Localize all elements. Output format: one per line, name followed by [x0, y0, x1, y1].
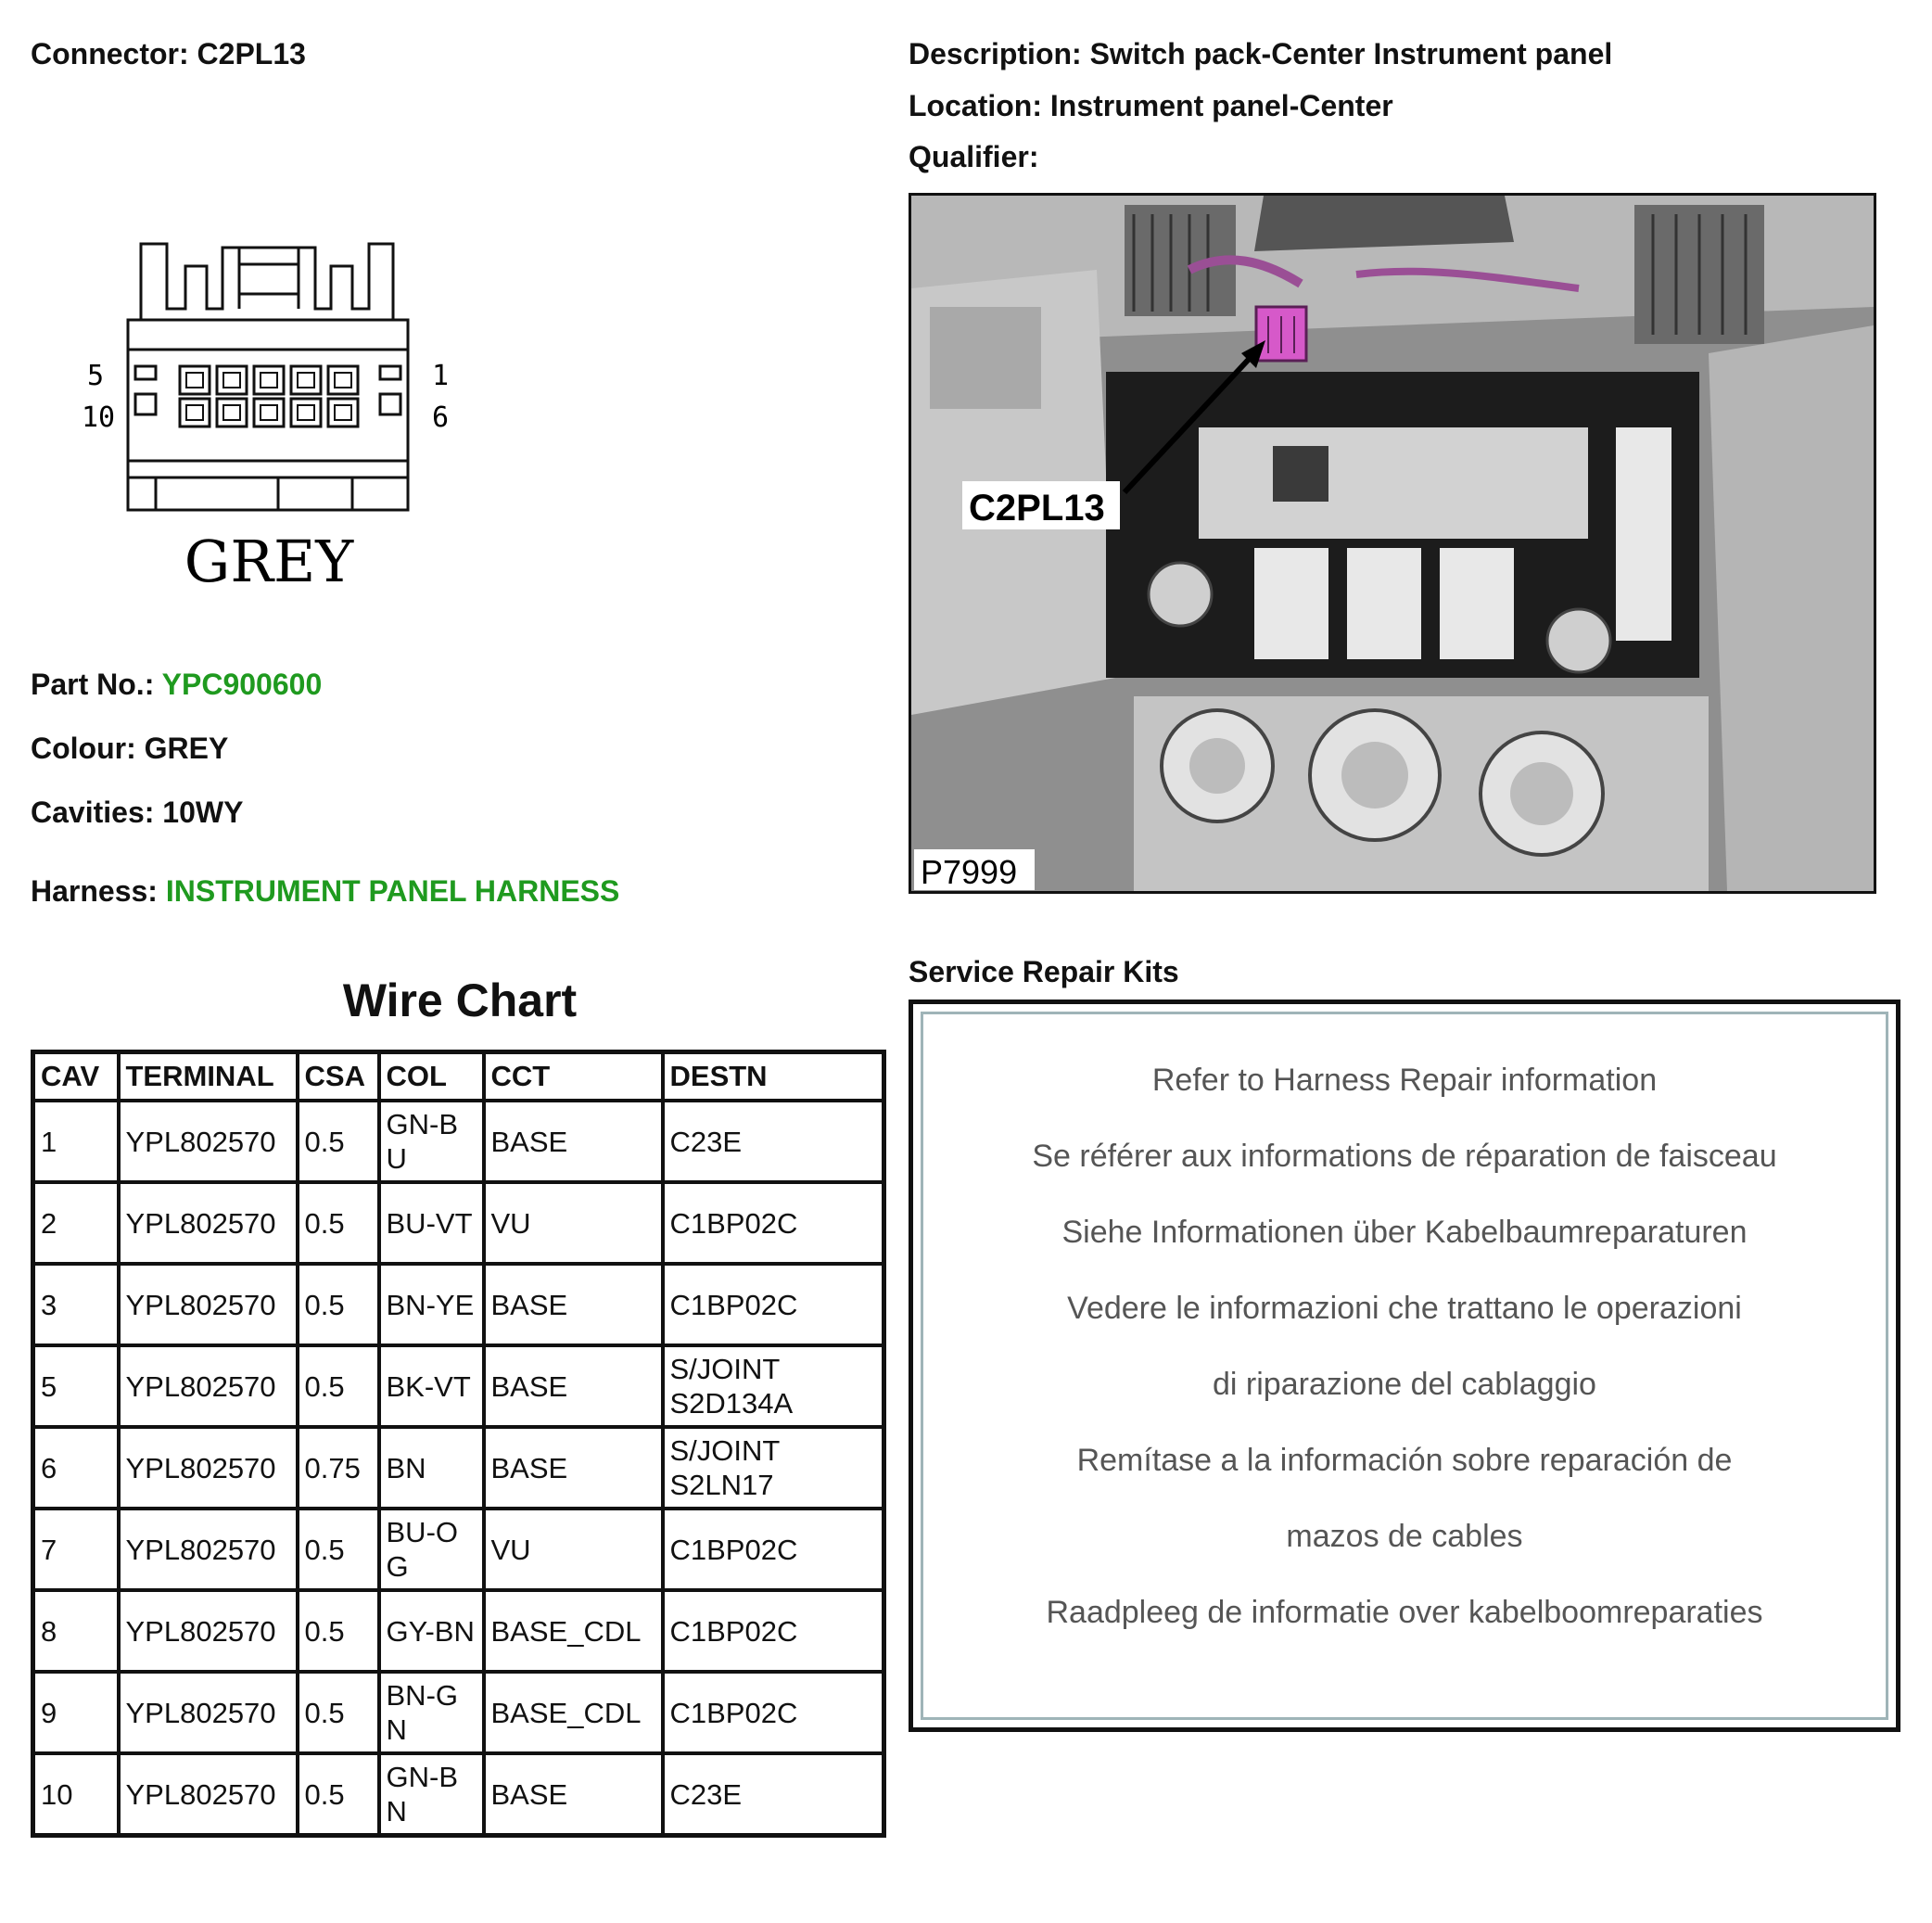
- cell-terminal: YPL802570: [119, 1182, 298, 1264]
- header-cav: CAV: [33, 1052, 119, 1102]
- cell-col: BN: [379, 1427, 484, 1509]
- cell-csa: 0.5: [298, 1182, 379, 1264]
- repair-kit-line-2: Se référer aux informations de réparation de faisceau: [1032, 1139, 1777, 1174]
- colour-line: [31, 732, 228, 766]
- cell-csa: 0.5: [298, 1345, 379, 1427]
- repair-kit-line-4: Vedere le informazioni che trattano le operazioni: [1067, 1291, 1742, 1326]
- table-row: [33, 1672, 884, 1753]
- location-value: Instrument panel-Center: [1049, 89, 1393, 122]
- cell-terminal: YPL802570: [119, 1101, 298, 1182]
- harness-line: [31, 874, 619, 909]
- table-row: [33, 1345, 884, 1427]
- part-number-link[interactable]: YPC900600: [161, 668, 323, 701]
- cavity-terminal: [335, 373, 351, 388]
- dashboard-illustration: [911, 196, 1874, 891]
- table-row: [33, 1182, 884, 1264]
- cavities-label: Cavities:: [31, 796, 155, 829]
- cell-cav: 8: [33, 1590, 119, 1672]
- table-row: [33, 1264, 884, 1345]
- cavity-terminal: [223, 405, 240, 420]
- pin-label-10: 10: [82, 401, 116, 434]
- repair-kit-line-7: mazos de cables: [1286, 1519, 1523, 1554]
- cavity: [291, 399, 321, 427]
- header-cct: CCT: [484, 1052, 663, 1102]
- cell-col: GY-BN: [379, 1590, 484, 1672]
- cavity-terminal: [261, 405, 277, 420]
- connector-cavities: [180, 366, 358, 427]
- cell-cct: BASE: [484, 1345, 663, 1427]
- cell-destn: C23E: [663, 1753, 884, 1836]
- cell-csa: 0.5: [298, 1101, 379, 1182]
- cell-cav: 9: [33, 1672, 119, 1753]
- cavity-terminal: [298, 373, 314, 388]
- cell-col: BU-OG: [379, 1509, 484, 1590]
- qualifier-label: Qualifier:: [909, 140, 1039, 173]
- wire-chart-table: [31, 1050, 886, 1838]
- cell-cav: 3: [33, 1264, 119, 1345]
- cell-destn: C1BP02C: [663, 1590, 884, 1672]
- cavity-terminal: [186, 373, 203, 388]
- harness-label: Harness:: [31, 874, 158, 908]
- cavity: [180, 366, 210, 394]
- connector-value: C2PL13: [197, 37, 306, 70]
- cell-cav: 10: [33, 1753, 119, 1836]
- cell-cct: BASE: [484, 1427, 663, 1509]
- cell-terminal: YPL802570: [119, 1753, 298, 1836]
- cavity: [254, 399, 284, 427]
- pin-label-6: 6: [432, 401, 450, 434]
- repair-kit-line-5: di riparazione del cablaggio: [1213, 1367, 1596, 1402]
- cavity-terminal: [186, 405, 203, 420]
- cell-cct: BASE: [484, 1264, 663, 1345]
- cavity: [291, 366, 321, 394]
- table-row: [33, 1427, 884, 1509]
- cell-csa: 0.75: [298, 1427, 379, 1509]
- harness-link[interactable]: INSTRUMENT PANEL HARNESS: [165, 874, 620, 908]
- cavity: [328, 399, 358, 427]
- pin-label-5: 5: [87, 360, 105, 392]
- connector-label: Connector:: [31, 37, 189, 70]
- cell-csa: 0.5: [298, 1590, 379, 1672]
- repair-kits-heading: Service Repair Kits: [909, 955, 1179, 988]
- connector-colour-caption: GREY: [184, 528, 354, 595]
- wire-chart-title: Wire Chart: [342, 974, 578, 1026]
- cell-csa: 0.5: [298, 1753, 379, 1836]
- cell-destn: C1BP02C: [663, 1264, 884, 1345]
- cell-destn: S/JOINT S2D134A: [663, 1345, 884, 1427]
- cell-cav: 5: [33, 1345, 119, 1427]
- cell-terminal: YPL802570: [119, 1590, 298, 1672]
- cell-terminal: YPL802570: [119, 1672, 298, 1753]
- colour-value: GREY: [144, 732, 229, 765]
- cell-col: BN-GN: [379, 1672, 484, 1753]
- cell-destn: S/JOINT S2LN17: [663, 1427, 884, 1509]
- part-number-line: [31, 668, 322, 702]
- cavity: [180, 399, 210, 427]
- cell-cav: 2: [33, 1182, 119, 1264]
- cell-terminal: YPL802570: [119, 1345, 298, 1427]
- cell-cav: 6: [33, 1427, 119, 1509]
- cell-csa: 0.5: [298, 1509, 379, 1590]
- cell-cct: VU: [484, 1509, 663, 1590]
- cavity: [328, 366, 358, 394]
- cell-destn: C1BP02C: [663, 1509, 884, 1590]
- table-row: [33, 1509, 884, 1590]
- location-line: [909, 89, 1393, 123]
- repair-kit-line-1: Refer to Harness Repair information: [1151, 1063, 1658, 1098]
- description-label: Description:: [909, 37, 1082, 70]
- cell-cct: VU: [484, 1182, 663, 1264]
- cell-terminal: YPL802570: [119, 1509, 298, 1590]
- header-terminal: TERMINAL: [119, 1052, 298, 1102]
- repair-kit-line-6: Remítase a la información sobre reparación de: [1076, 1443, 1733, 1478]
- cell-csa: 0.5: [298, 1672, 379, 1753]
- table-row: [33, 1101, 884, 1182]
- cell-cct: BASE: [484, 1101, 663, 1182]
- cell-destn: C1BP02C: [663, 1672, 884, 1753]
- colour-label: Colour:: [31, 732, 136, 765]
- cell-terminal: YPL802570: [119, 1264, 298, 1345]
- cavity: [217, 399, 247, 427]
- connector-location-photo: [909, 193, 1876, 894]
- photo-callout: C2PL13: [969, 488, 1105, 529]
- cell-col: BN-YE: [379, 1264, 484, 1345]
- cavity-terminal: [298, 405, 314, 420]
- cavities-line: [31, 796, 243, 830]
- cell-cct: BASE_CDL: [484, 1672, 663, 1753]
- cavity-terminal: [261, 373, 277, 388]
- description-line: [909, 37, 1612, 71]
- description-value: Switch pack-Center Instrument panel: [1089, 37, 1613, 70]
- part-number-label: Part No.:: [31, 668, 155, 701]
- cell-cct: BASE: [484, 1753, 663, 1836]
- cell-destn: C1BP02C: [663, 1182, 884, 1264]
- repair-kits-inner: [921, 1012, 1888, 1720]
- table-row: [33, 1753, 884, 1836]
- cell-col: GN-BN: [379, 1753, 484, 1836]
- header-col: COL: [379, 1052, 484, 1102]
- repair-kits-box: [909, 1000, 1900, 1732]
- location-label: Location:: [909, 89, 1042, 122]
- table-row: [33, 1590, 884, 1672]
- cell-terminal: YPL802570: [119, 1427, 298, 1509]
- header-csa: CSA: [298, 1052, 379, 1102]
- cavity-terminal: [223, 373, 240, 388]
- cavity: [217, 366, 247, 394]
- cell-col: BU-VT: [379, 1182, 484, 1264]
- repair-kit-line-8: Raadpleeg de informatie over kabelboomreparaties: [1046, 1595, 1763, 1630]
- connector-line: [31, 37, 306, 71]
- repair-kit-line-3: Siehe Informationen über Kabelbaumreparaturen: [1061, 1215, 1748, 1250]
- connector-face-diagram: [74, 227, 464, 598]
- cell-cav: 1: [33, 1101, 119, 1182]
- cell-cct: BASE_CDL: [484, 1590, 663, 1672]
- cell-col: BK-VT: [379, 1345, 484, 1427]
- cavity-terminal: [335, 405, 351, 420]
- connector-latch-outline: [141, 244, 393, 320]
- cell-col: GN-BU: [379, 1101, 484, 1182]
- cavities-value: 10WY: [162, 796, 244, 829]
- photo-reference: P7999: [921, 853, 1018, 891]
- cell-destn: C23E: [663, 1101, 884, 1182]
- cavity: [254, 366, 284, 394]
- cell-cav: 7: [33, 1509, 119, 1590]
- pin-label-1: 1: [432, 360, 450, 392]
- header-destn: DESTN: [663, 1052, 884, 1102]
- cell-csa: 0.5: [298, 1264, 379, 1345]
- wire-chart-header-row: [33, 1052, 884, 1102]
